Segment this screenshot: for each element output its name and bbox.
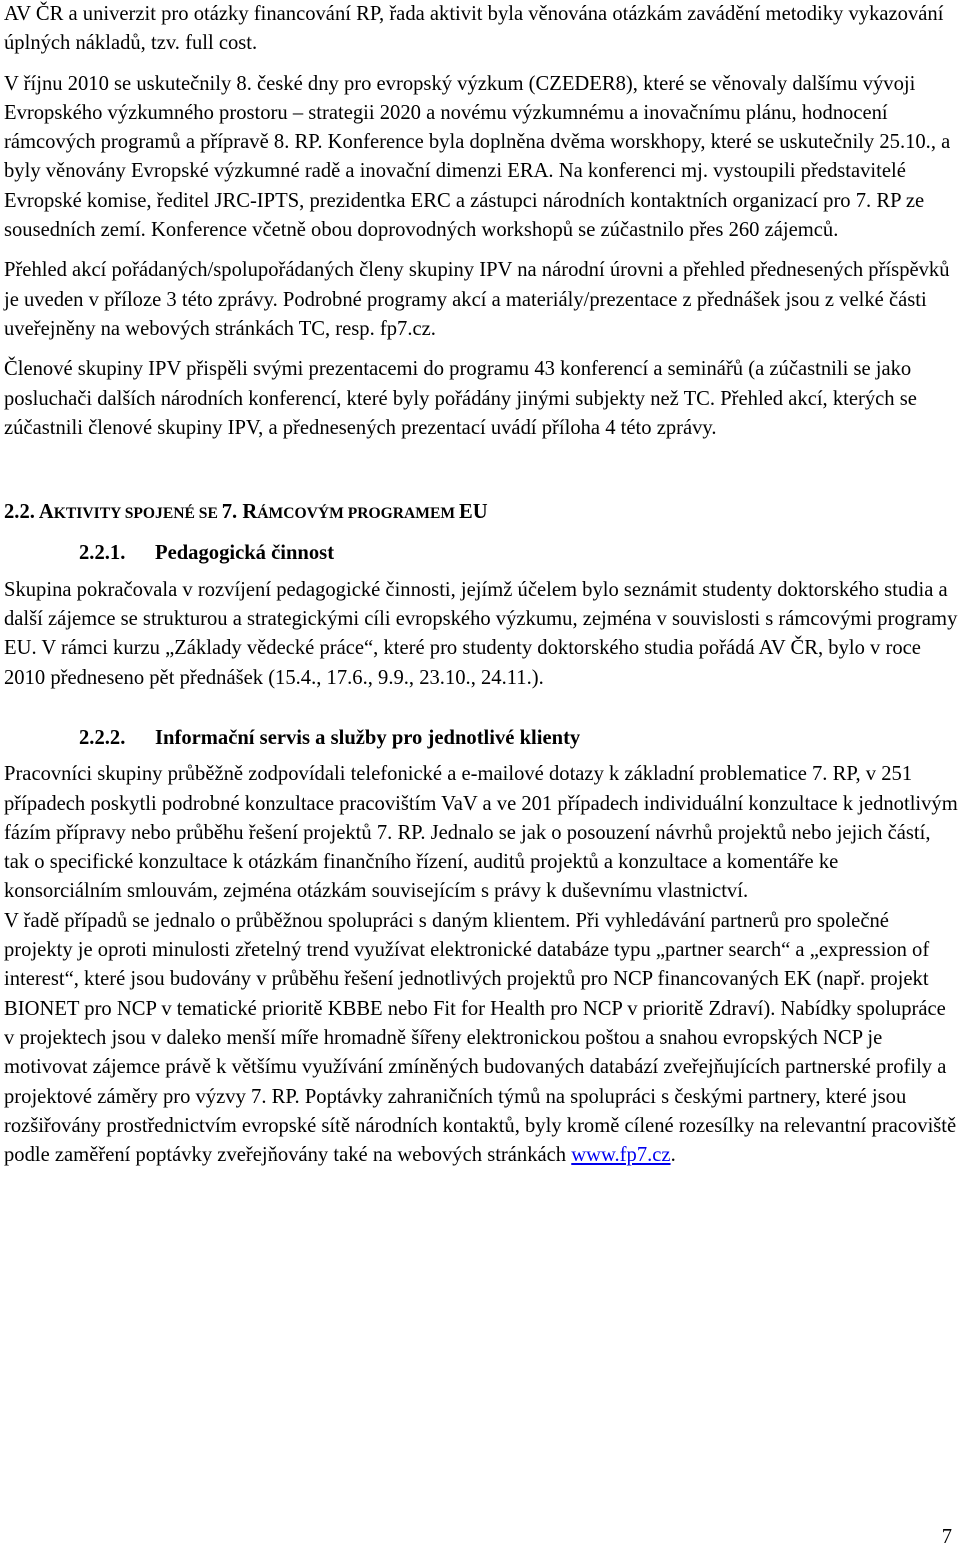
subsection-title: Informační servis a služby pro jednotlivé klienty — [155, 726, 581, 749]
members-paragraph: Členové skupiny IPV přispěli svými prezentacemi do programu 43 konferencí a seminářů (a zúčastnili se jako posluchači dalších národních konferencí, které byly pořádány jinými subjekty než TC. Přehled akcí, kterých se zúčastnili členové skupiny IPV, a přednesených prezentací uvádí příloha 4 této zprávy. — [4, 358, 917, 439]
services-paragraph-2-text: V řadě případů se jednalo o průběžnou spolupráci s daným klientem. Při vyhledávání partnerů pro společné projekty je oproti minulosti zřetelný trend využívat elektronické databáze typu „partner search“ a „expression of interest“, které jsou budovány v průběhu řešení jednotlivých projektů pro NCP financovaných EK (např. projekt BIONET pro NCP v tematické prioritě KBBE nebo Fit for Health pro NCP v prioritě Zdraví). Nabídky spolupráce v projektech jsou v daleko menší míře hromadně šířeny elektronickou poštou a snahou evropských NCP je motivovat zájemce právě k většímu využívání zmíněných budovaných databází zveřejňujících partnerské profily a projektové záměry pro výzvy 7. RP. Poptávky zahraničních týmů na spolupráci s českými partnery, které jsou rozšiřovány prostřednictvím evropské sítě národních kontaktů, byly kromě cílené rozesílky na relevantní pracoviště podle zaměření poptávky zveřejňovány také na webových stránkách — [4, 909, 957, 1167]
czeder-paragraph: V říjnu 2010 se uskutečnily 8. české dny pro evropský výzkum (CZEDER8), které se věnovaly dalšímu vývoji Evropského výzkumného prostoru – strategii 2020 a novému výzkumnému a inovačnímu plánu, hodnocení rámcových programů a přípravě 8. RP. Konference byla doplněna dvěma worskhopy, které se uskutečnily 25.10., a byly věnovány Evropské výzkumné radě a inovační dimenzi ERA. Na konferenci mj. vystoupili představitelé Evropské komise, ředitel JRC-IPTS, prezidentka ERC a zástupci národních kontaktních organizací pro 7. RP ze sousedních zemí. Konference včetně obou doprovodných workshopů se zúčastnilo přes 260 zájemců. — [4, 72, 951, 242]
section-number: 2.2. — [4, 501, 35, 524]
section-title — [39, 501, 488, 523]
section-heading — [4, 498, 960, 528]
section-title-part: 7. R — [221, 501, 258, 524]
section-title-part: EU — [459, 501, 488, 524]
fp7-link[interactable]: www.fp7.cz — [571, 1144, 671, 1167]
section-spacer — [4, 454, 960, 498]
services-paragraph-2 — [4, 907, 960, 1171]
overview-paragraph: Přehled akcí pořádaných/spolupořádaných členy skupiny IPV na národní úrovni a přehled přednesených příspěvků je uveden v příloze 3 této zprávy. Podrobné programy akcí a materiály/prezentace z přednášek jsou z velké části uveřejněny na webových stránkách TC, resp. fp7.cz. — [4, 259, 950, 340]
subsection-title: Pedagogická činnost — [155, 542, 335, 565]
subsection-heading-pedagogy — [79, 539, 960, 568]
section-title-part: ÁMCOVÝM PROGRAMEM — [257, 505, 460, 523]
intro-paragraph: AV ČR a univerzit pro otázky financování RP, řada aktivit byla věnována otázkám zavádění metodiky vykazování úplných nákladů, tzv. full cost. — [4, 3, 944, 55]
subsection-number: 2.2.1. — [79, 542, 126, 565]
document-page — [4, 0, 960, 1170]
services-paragraph-2-end: . — [670, 1144, 676, 1167]
subsection-heading-services — [79, 724, 960, 753]
page-number: 7 — [941, 1526, 952, 1548]
section-title-part: KTIVITY SPOJENÉ SE — [53, 505, 222, 523]
pedagogy-paragraph: Skupina pokračovala v rozvíjení pedagogické činnosti, jejímž účelem bylo seznámit studenty doktorského studia a další zájemce se strukturou a strategickými cíli evropského výzkumu, zejména v souvislosti s rámcovými programy EU. V rámci kurzu „Základy vědecké práce“, které pro studenty doktorského studia pořádá AV ČR, bylo v roce 2010 předneseno pět přednášek (15.4., 17.6., 9.9., 23.10., 24.11.). — [4, 578, 958, 689]
services-paragraph-1: Pracovníci skupiny průběžně zodpovídali telefonické a e-mailové dotazy k základní problematice 7. RP, v 251 případech poskytli podrobné konzultace pracovištím VaV a ve 201 případech individuální konzultace k jednotlivým fázím přípravy nebo průběhu řešení projektů 7. RP. Jednalo se jak o posouzení návrhů projektů nebo jejich částí, tak o specifické konzultace k otázkám finančního řízení, auditů projektů a konzultace a komentáře ke konsorciálním smlouvám, zejména otázkám souvisejícím s právy k duševnímu vlastnictví. — [4, 763, 958, 903]
subsection-number: 2.2.2. — [79, 726, 126, 749]
section-title-part: A — [38, 501, 54, 524]
